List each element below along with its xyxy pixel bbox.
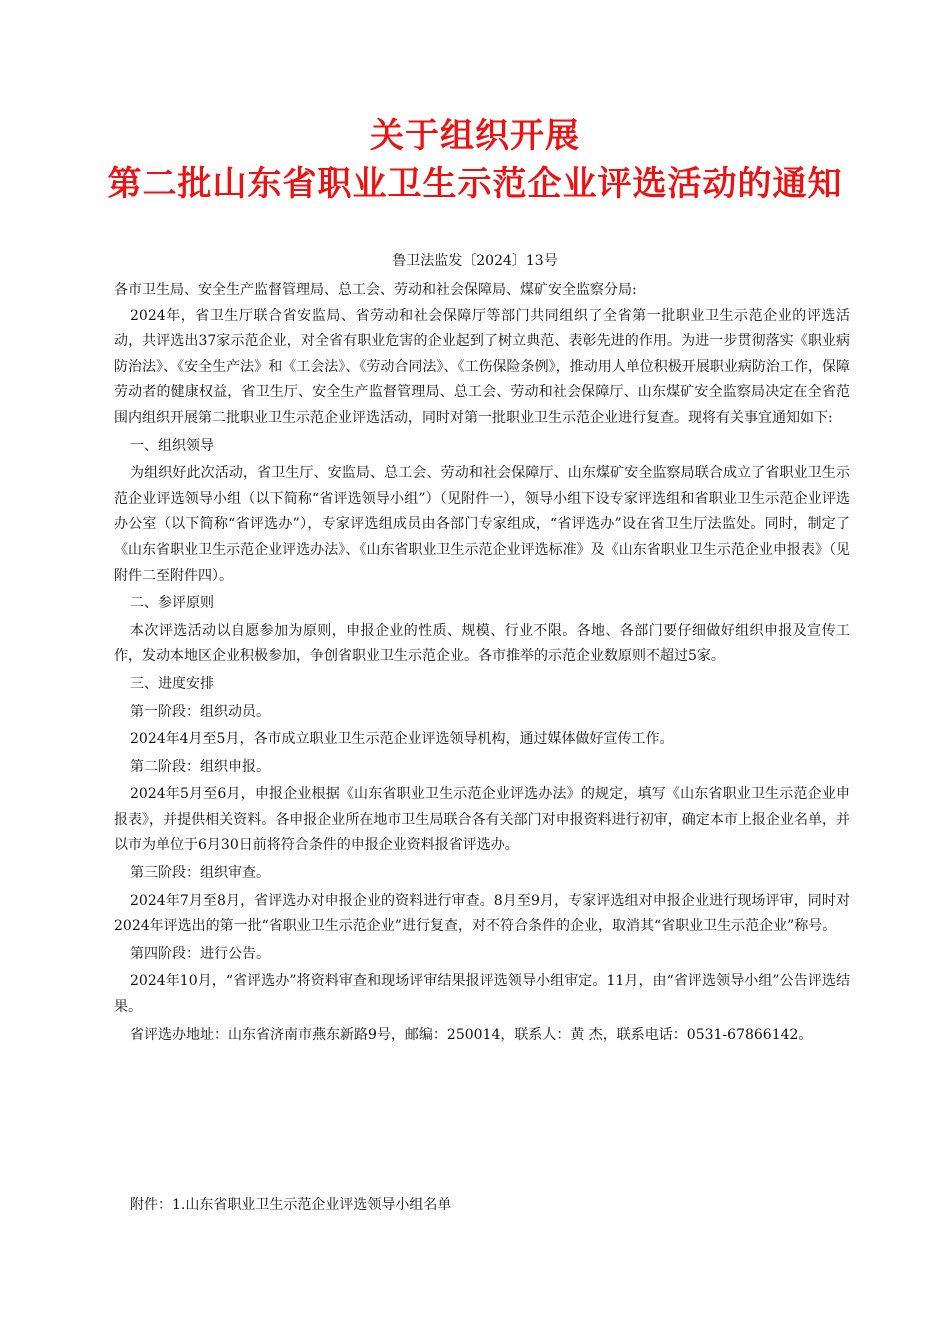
document-title-line-2: 第二批山东省职业卫生示范企业评选活动的通知 <box>107 164 843 204</box>
stage-2-text: 2024年5月至6月，申报企业根据《山东省职业卫生示范企业评选办法》的规定，填写《山东省职业卫生示范企业申报表》，并提供相关资料。各申报企业所在地市卫生局联合各有关部门对申报资料进行初审，确定本市上报企业名单，并以市为单位于6月30日前将符合条件的申报企业资料报省评选办。 <box>114 786 850 854</box>
contact-info: 省评选办地址：山东省济南市燕东新路9号，邮编：250014，联系人：黄 杰，联系电话：0531-67866142。 <box>130 1026 813 1043</box>
stage-1-label: 第一阶段：组织动员。 <box>130 703 270 720</box>
section-text-organization: 为组织好此次活动，省卫生厅、安监局、总工会、劳动和社会保障厅、山东煤矿安全监察局联合成立了省职业卫生示范企业评选领导小组（以下简称“省评选领导小组”）（见附件一），领导小组下设专家评选组和省职业卫生示范企业评选办公室（以下简称“省评选办”），专家评选组成员由各部门专家组成，“省评选办”设在省卫生厅法监处。同时，制定了《山东省职业卫生示范企业评选办法》、《山东省职业卫生示范企业评选标准》及《山东省职业卫生示范企业申报表》（见附件二至附件四）。 <box>114 465 850 584</box>
stage-4-text: 2024年10月，“省评选办”将资料审查和现场评审结果报评选领导小组审定。11月，由“省评选领导小组”公告评选结果。 <box>114 973 850 1016</box>
section-heading-organization: 一、组织领导 <box>130 437 214 454</box>
document-number: 鲁卫法监发〔2024〕13号 <box>392 253 558 269</box>
stage-2-label: 第二阶段：组织申报。 <box>130 758 270 775</box>
stage-4-label: 第四阶段：进行公告。 <box>130 945 270 962</box>
stage-3-label: 第三阶段：组织审查。 <box>130 865 270 882</box>
document-title-line-1: 关于组织开展 <box>370 116 580 156</box>
intro-paragraph: 2024年，省卫生厅联合省安监局、省劳动和社会保障厅等部门共同组织了全省第一批职业卫生示范企业的评选活动，共评选出37家示范企业，对全省有职业危害的企业起到了树立典范、表彰先进的作用。为进一步贯彻落实《职业病防治法》、《安全生产法》和《工会法》、《劳动合同法》、《工伤保险条例》，推动用人单位积极开展职业病防治工作，保障劳动者的健康权益，省卫生厅、安全生产监督管理局、总工会、劳动和社会保障厅、山东煤矿安全监察局决定在全省范围内组织开展第二批职业卫生示范企业评选活动，同时对第一批职业卫生示范企业进行复查。现将有关事宜通知如下: <box>114 307 850 426</box>
stage-3-text: 2024年7月至8月，省评选办对申报企业的资料进行审查。8月至9月，专家评选组对申报企业进行现场评审，同时对2024年评选出的第一批“省职业卫生示范企业”进行复查，对不符合条件的企业，取消其“省职业卫生示范企业”称号。 <box>114 892 850 935</box>
section-text-principles: 本次评选活动以自愿参加为原则，申报企业的性质、规模、行业不限。各地、各部门要仔细做好组织申报及宣传工作，发动本地区企业积极参加，争创省职业卫生示范企业。各市推举的示范企业数原则不超过5家。 <box>114 622 850 665</box>
document-body <box>114 278 850 1048</box>
stage-1-text: 2024年4月至5月，各市成立职业卫生示范企业评选领导机构，通过媒体做好宣传工作。 <box>130 731 674 748</box>
addressee: 各市卫生局、安全生产监督管理局、总工会、劳动和社会保障局、煤矿安全监察分局: <box>114 282 637 298</box>
section-heading-schedule: 三、进度安排 <box>130 675 214 692</box>
attachment-line: 附件：1.山东省职业卫生示范企业评选领导小组名单 <box>130 1197 452 1213</box>
section-heading-principles: 二、参评原则 <box>130 595 214 612</box>
